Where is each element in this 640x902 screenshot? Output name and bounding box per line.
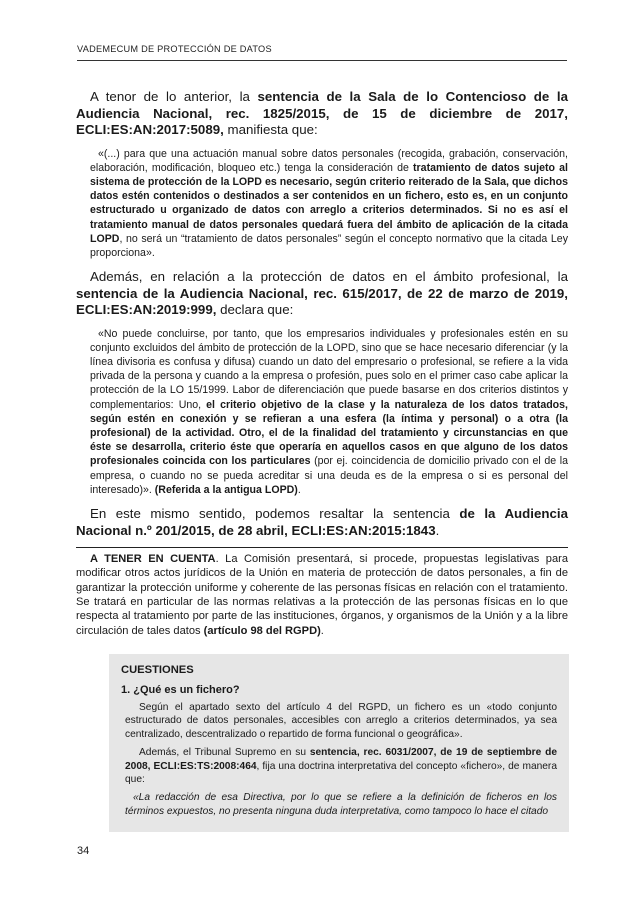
note-text-a: . La Comisión presentará, si procede, propuestas legislativas para modificar otros actos jurídicos de la Unión en materia de protección de datos personales, a fin de garantizar la protección uniforme y coherente de las personas físicas en relación con el tratamiento. Se tratará en particular de las normas relativas a la protección de las personas físicas en lo que respecta al tratamiento por parte de las instituciones, órganos, y organismos de la Unión y a la libre circulación de tales datos [76, 553, 568, 637]
quote-2-bold: el criterio objetivo de la clase y la naturaleza de los datos tratados, según estén en conexión y se refieran a una esfera (la íntima y personal) o a otra (la profesional) de la actividad. Otro, el de la finalidad del tratamiento y circunstancias en que éste se desarrolla, criterio éste que operaría en aquellos casos en que alguno de los datos profesionales coincida con los particulares [90, 398, 568, 468]
quote-2 [76, 327, 568, 497]
paragraph-2-citation: sentencia de la Audiencia Nacional, rec. 615/2017, de 22 de marzo de 2019, ECLI:ES:AN:2019:999, [76, 285, 568, 318]
quote-2-reference: (Referida a la antigua LOPD) [154, 483, 298, 496]
paragraph-1-citation: sentencia de la Sala de lo Contencioso de la Audiencia Nacional, rec. 1825/2015, de 15 de diciembre de 2017, ECLI:ES:AN:2017:5089, [76, 89, 568, 137]
note-rule [76, 547, 568, 548]
quote-2-text-b: (por ej. coincidencia de domicilio privado con el de la empresa, o cuando no se pueda acreditar si una deuda es de la empresa o si es personal del interesado)». [90, 455, 568, 496]
box-paragraph-2 [121, 746, 557, 786]
note-text-b: . [320, 624, 324, 637]
quote-2-text-a: «No puede concluirse, por tanto, que los empresarios individuales y profesionales estén en su conjunto excluidos del ámbito de protección de la LOPD, sino que se hace necesario diferenciar (y la línea divisoria es confusa y difusa) cuando un dato del empresario o profesional, se refiere a la vida privada de la persona y cuando a la empresa o profesión, pues solo en el primer caso cabe aplicar la protección de la LO 15/1999. Labor de diferenciación que puede basarse en dos criterios distintos y complementarios: Uno, [90, 327, 568, 411]
box-question: 1. ¿Qué es un fichero? [121, 684, 240, 696]
paragraph-3-citation: de la Audiencia Nacional n.º 201/2015, de 28 abril, ECLI:ES:AN:2015:1843 [76, 506, 568, 538]
quote-2-text-c: . [297, 483, 301, 496]
running-header: VADEMECUM DE PROTECCIÓN DE DATOS [77, 44, 272, 54]
header-rule [77, 60, 567, 61]
main-content [76, 89, 568, 638]
paragraph-1 [76, 89, 568, 139]
paragraph-3-text-a: En este mismo sentido, podemos resaltar la sentencia [90, 506, 460, 522]
note-reference: (artículo 98 del RGPD) [203, 624, 321, 637]
quote-1-text-a: «(...) para que una actuación manual sobre datos personales (recogida, grabación, conservación, elaboración, modificación, bloqueo etc.) tenga la consideración de [90, 147, 568, 174]
note-label: A TENER EN CUENTA [90, 553, 216, 566]
paragraph-3-text-b: . [435, 522, 440, 538]
paragraph-1-text-a: A tenor de lo anterior, la [90, 89, 258, 104]
paragraph-3 [76, 506, 568, 539]
box-citation: «La redacción de esa Directiva, por lo que se refiere a la definición de ficheros en los términos expuestos, no presenta ninguna duda interpretativa, como tampoco lo hace el citado [125, 792, 557, 817]
box-paragraph-2-citation: sentencia, rec. 6031/2007, de 19 de septiembre de 2008, ECLI:ES:TS:2008:464 [125, 747, 558, 772]
box-title: CUESTIONES [121, 664, 194, 676]
box-paragraph-2-text-a: Además, el Tribunal Supremo en su [139, 747, 310, 759]
quote-1 [76, 147, 568, 261]
paragraph-2-text-b: declara que: [216, 302, 294, 318]
quote-1-bold: tratamiento de datos sujeto al sistema de protección de la LOPD es necesario, según criterio reiterado de la Sala, que dichos datos estén contenidos o destinados a ser contenidos en un fichero, esto es, en un conjunto estructurado u organizado de datos con arreglo a criterios determinados. Si no es así el tratamiento manual de datos personales quedará fuera del ámbito de aplicación de la citada LOPD [90, 161, 568, 245]
box-paragraph-1: Según el apartado sexto del artículo 4 del RGPD, un fichero es un «todo conjunto estructurado de datos personales, accesibles con arreglo a criterios determinados, ya sea centralizado, descentralizado o repartido de forma funcional o geográfica». [125, 702, 557, 740]
note-a-tener-en-cuenta [76, 552, 568, 638]
box-paragraph-2-text-b: , fija una doctrina interpretativa del concepto «fichero», de manera que: [125, 760, 557, 786]
paragraph-2-text-a: Además, en relación a la protección de datos en el ámbito profesional, la [90, 269, 568, 285]
paragraph-2 [76, 269, 568, 319]
page-number: 34 [77, 845, 90, 857]
quote-1-text-b: , no será un “tratamiento de datos personales” según el concepto normativo que la citada Ley proporciona». [90, 232, 568, 259]
cuestiones-box [109, 654, 569, 832]
paragraph-1-text-b: manifiesta que: [223, 122, 318, 137]
